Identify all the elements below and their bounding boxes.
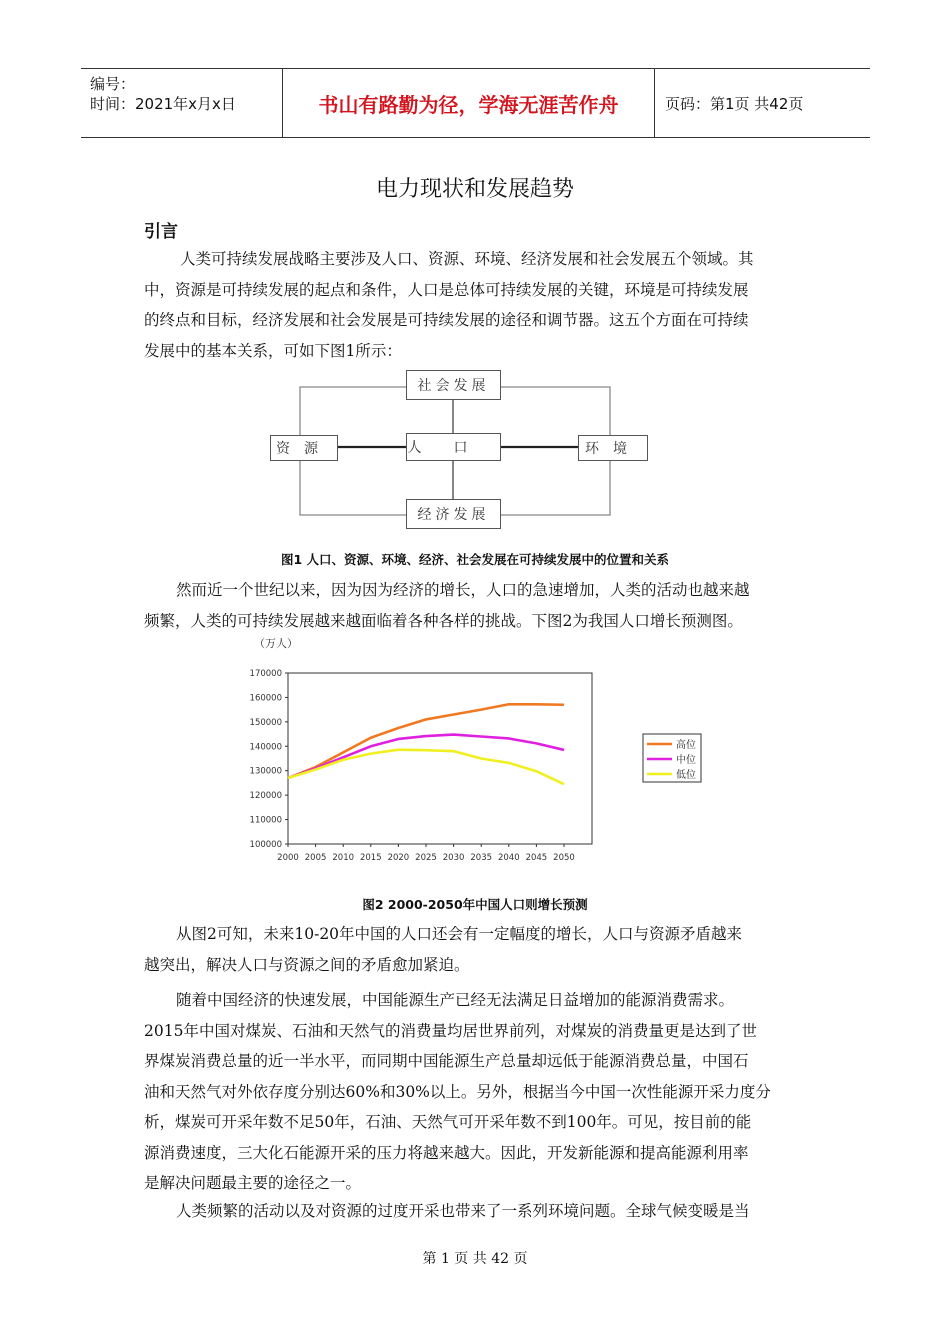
legend-label: 低位 <box>676 770 696 781</box>
y-tick-label: 160000 <box>249 693 282 704</box>
text-line: 然而近一个世纪以来，因为因为经济的增长，人口的急速增加，人类的活动也越来越 <box>176 581 750 599</box>
x-tick-label: 2020 <box>387 853 410 863</box>
box-environment: 环境 <box>578 435 648 461</box>
text-line: 的终点和目标，经济发展和社会发展是可持续发展的途径和调节器。这五个方面在可持续 <box>144 311 749 329</box>
x-tick-label: 2005 <box>304 853 327 863</box>
text-line: 油和天然气对外依存度分别达60%和30%以上。另外，根据当今中国一次性能源开采力度分 <box>144 1082 771 1101</box>
text-line: 从图2可知，未来10-20年中国的人口还会有一定幅度的增长，人口与资源矛盾越来 <box>176 925 743 943</box>
x-tick-label: 2045 <box>525 853 548 863</box>
text-line: 随着中国经济的快速发展，中国能源生产已经无法满足日益增加的能源消费需求。 <box>176 991 735 1009</box>
motto: 书山有路勤为径，学海无涯苦作舟 <box>283 69 655 137</box>
text-line: 中，资源是可持续发展的起点和条件，人口是总体可持续发展的关键，环境是可持续发展 <box>144 280 749 299</box>
x-tick-label: 2025 <box>415 853 437 863</box>
text-line: 人类频繁的活动以及对资源的过度开采也带来了一系列环境问题。全球气候变暖是当 <box>176 1202 750 1220</box>
figure2-caption: 图2 2000-2050年中国人口则增长预测 <box>362 897 588 912</box>
text-line: 析，煤炭可开采年数不足50年，石油、天然气可开采年数不到100年。可见，按目前的能 <box>144 1113 752 1131</box>
header-meta-cell <box>81 69 283 137</box>
document-title: 电力现状和发展趋势 <box>375 177 574 202</box>
x-tick-label: 2010 <box>332 853 355 863</box>
text-line: 源消费速度，三大化石能源开采的压力将越来越大。因此，开发新能源和提高能源利用率 <box>144 1143 749 1162</box>
time-label: 时间：2021年x月x日 <box>90 95 236 113</box>
paragraph-challenges <box>144 575 808 636</box>
y-tick-label: 120000 <box>249 791 282 802</box>
y-tick-label: 140000 <box>249 742 282 753</box>
paragraph-energy <box>144 985 808 1199</box>
text-line: 界煤炭消费总量的近一半水平，而同期中国能源生产总量却远低于能源消费总量，中国石 <box>144 1052 749 1070</box>
box-social-development: 社会发展 <box>406 370 501 400</box>
y-unit-label: （万人） <box>254 637 298 650</box>
page-info: 页码：第1页 共42页 <box>665 94 804 113</box>
legend-label: 中位 <box>676 755 696 766</box>
text-line: 2015年中国对煤炭、石油和天然气的消费量均居世界前列，对煤炭的消费量更是达到了世 <box>144 1021 757 1040</box>
box-resource: 资源 <box>270 435 338 461</box>
population-chart <box>220 630 740 870</box>
page-footer: 第 1 页 共 42 页 <box>422 1251 528 1267</box>
x-tick-label: 2050 <box>553 853 575 863</box>
text-line: 是解决问题最主要的途径之一。 <box>144 1174 362 1192</box>
x-tick-label: 2040 <box>497 853 520 863</box>
box-economic-development: 经济发展 <box>406 499 501 529</box>
number-label: 编号： <box>90 75 136 93</box>
text-line: 发展中的基本关系，可如下图1所示： <box>144 341 402 360</box>
y-tick-label: 130000 <box>249 766 282 777</box>
x-tick-label: 2030 <box>442 853 465 863</box>
box-population: 人口 <box>406 433 501 461</box>
figure1-diagram <box>260 365 650 530</box>
document-header <box>81 68 870 138</box>
y-tick-label: 110000 <box>249 815 282 826</box>
text-line: 越突出，解决人口与资源之间的矛盾愈加紧迫。 <box>144 955 470 974</box>
y-tick-label: 170000 <box>249 669 282 679</box>
x-tick-label: 2015 <box>359 853 382 863</box>
figure1-caption: 图1 人口、资源、环境、经济、社会发展在可持续发展中的位置和关系 <box>280 552 670 567</box>
section-heading: 引言 <box>144 222 178 242</box>
paragraph-environment <box>144 1196 808 1227</box>
text-line: 频繁，人类的可持续发展越来越面临着各种各样的挑战。下图2为我国人口增长预测图。 <box>144 611 743 630</box>
y-tick-label: 150000 <box>249 717 282 728</box>
legend-label: 高位 <box>676 740 696 751</box>
x-tick-label: 2035 <box>470 853 493 863</box>
paragraph-analysis <box>144 919 808 980</box>
paragraph-intro <box>144 244 808 366</box>
x-tick-label: 2000 <box>277 853 299 863</box>
text-line: 人类可持续发展战略主要涉及人口、资源、环境、经济发展和社会发展五个领域。其 <box>180 250 754 268</box>
y-tick-label: 100000 <box>249 840 282 850</box>
